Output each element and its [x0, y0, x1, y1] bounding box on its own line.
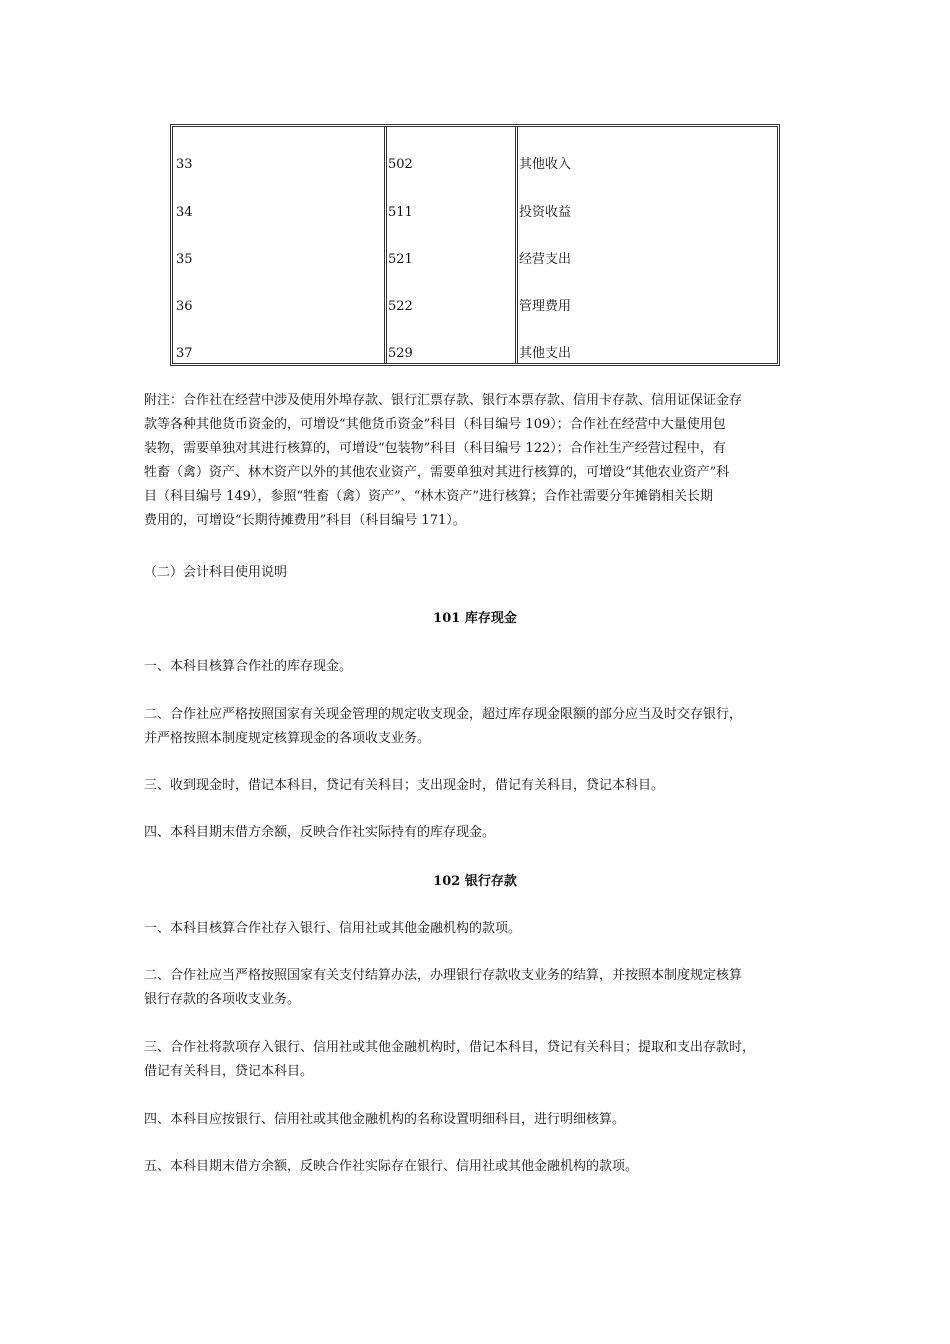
- account-name: 其他支出: [519, 346, 572, 361]
- note-line: 费用的，可增设“长期待摊费用”科目（科目编号 171）。: [144, 513, 466, 528]
- row-number: 33: [176, 157, 193, 172]
- account-code: 511: [388, 205, 413, 220]
- note-line: 款等各种其他货币资金的，可增设“其他货币资金”科目（科目编号 109）；合作社在经营中大量使用包: [144, 417, 726, 432]
- item-line: 一、本科目核算合作社存入银行、信用社或其他金融机构的款项。: [144, 921, 522, 936]
- note-paragraph: [144, 389, 816, 533]
- row-number: 37: [176, 346, 193, 361]
- account-102-item-1: [144, 917, 816, 941]
- account-name: 投资收益: [519, 205, 572, 220]
- table-row: [173, 153, 777, 177]
- table-row: [173, 201, 777, 225]
- account-code: 502: [388, 157, 413, 172]
- item-line: 三、收到现金时，借记本科目，贷记有关科目；支出现金时，借记有关科目，贷记本科目。: [144, 778, 665, 793]
- item-line: 一、本科目核算合作社的库存现金。: [144, 659, 353, 674]
- account-102-item-3: [144, 1036, 816, 1084]
- item-line: 三、合作社将款项存入银行、信用社或其他金融机构时，借记本科目，贷记有关科目；提取和支出存款时，: [144, 1040, 756, 1055]
- account-101-heading: 101 库存现金: [433, 611, 517, 626]
- account-102-item-2: [144, 964, 816, 1012]
- account-name: 管理费用: [519, 299, 572, 314]
- account-101-item-1: [144, 655, 816, 679]
- item-line: 银行存款的各项收支业务。: [144, 992, 301, 1007]
- item-line: 并严格按照本制度规定核算现金的各项收支业务。: [144, 731, 431, 746]
- account-code: 521: [388, 252, 413, 267]
- table-row: [173, 248, 777, 272]
- account-102-heading: 102 银行存款: [433, 874, 517, 889]
- account-table: [170, 124, 780, 366]
- note-line: 牲畜（禽）资产、林木资产以外的其他农业资产，需要单独对其进行核算的，可增设“其他农业资产”科: [144, 465, 730, 480]
- account-code: 529: [388, 346, 413, 361]
- item-line: 借记有关科目，贷记本科目。: [144, 1064, 314, 1079]
- item-line: 四、本科目应按银行、信用社或其他金融机构的名称设置明细科目，进行明细核算。: [144, 1112, 626, 1127]
- note-line: 装物，需要单独对其进行核算的，可增设“包装物”科目（科目编号 122）；合作社生产经营过程中，有: [144, 441, 726, 456]
- account-name: 其他收入: [519, 157, 572, 172]
- item-line: 五、本科目期末借方余额，反映合作社实际存在银行、信用社或其他金融机构的款项。: [144, 1159, 639, 1174]
- row-number: 36: [176, 299, 193, 314]
- account-code: 522: [388, 299, 413, 314]
- account-101-item-4: [144, 821, 816, 845]
- section-title: （二）会计科目使用说明: [144, 565, 288, 580]
- table-row: [173, 342, 777, 366]
- item-line: 二、合作社应当严格按照国家有关支付结算办法，办理银行存款收支业务的结算，并按照本制度规定核算: [144, 968, 743, 983]
- account-102-item-5: [144, 1155, 816, 1179]
- account-101-item-3: [144, 774, 816, 798]
- note-line: 附注：合作社在经营中涉及使用外埠存款、银行汇票存款、银行本票存款、信用卡存款、信用证保证金存: [144, 393, 743, 408]
- note-line: 目（科目编号 149），参照“牲畜（禽）资产”、“林木资产”进行核算；合作社需要分年摊销相关长期: [144, 489, 714, 504]
- account-102-item-4: [144, 1108, 816, 1132]
- row-number: 34: [176, 205, 193, 220]
- row-number: 35: [176, 252, 193, 267]
- item-line: 二、合作社应严格按照国家有关现金管理的规定收支现金，超过库存现金限额的部分应当及时交存银行，: [144, 707, 743, 722]
- account-name: 经营支出: [519, 252, 572, 267]
- item-line: 四、本科目期末借方余额，反映合作社实际持有的库存现金。: [144, 825, 496, 840]
- account-101-item-2: [144, 703, 816, 751]
- table-row: [173, 295, 777, 319]
